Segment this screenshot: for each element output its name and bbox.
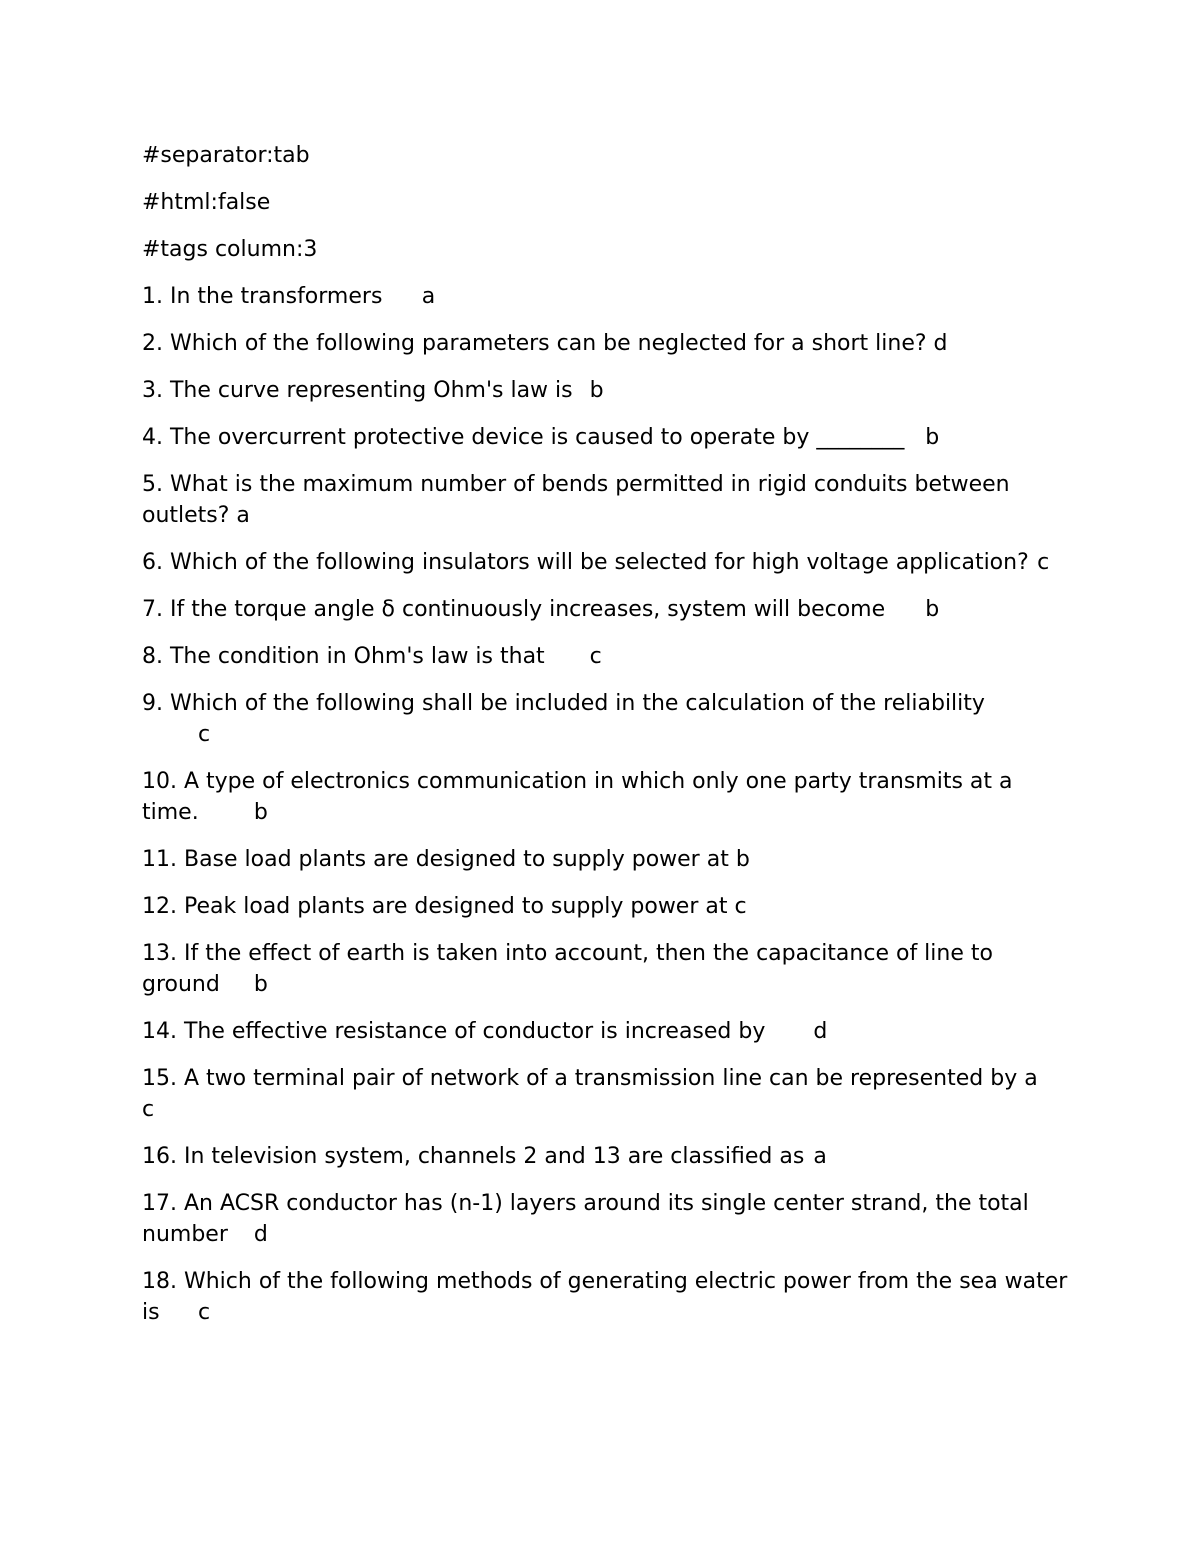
question-9: 9. Which of the following shall be included in the calculation of the reliability c [142,691,985,747]
question-2: 2. Which of the following parameters can be neglected for a short line? d [142,331,948,356]
question-11: 11. Base load plants are designed to supply power at b [142,847,750,872]
question-17: 17. An ACSR conductor has (n-1) layers around its single center strand, the total number d [142,1191,1036,1247]
question-3: 3. The curve representing Ohm's law is b [142,378,604,403]
question-7: 7. If the torque angle δ continuously increases, system will become b [142,597,940,622]
question-6: 6. Which of the following insulators will be selected for high voltage application? c [142,550,1050,575]
question-1: 1. In the transformers a [142,284,436,309]
header-line-separator: #separator:tab [142,143,310,168]
header-line-html: #html:false [142,190,271,215]
question-18: 18. Which of the following methods of generating electric power from the sea water is c [142,1269,1075,1325]
question-4: 4. The overcurrent protective device is caused to operate by ________ b [142,425,940,450]
question-15: 15. A two terminal pair of network of a transmission line can be represented by a c [142,1066,1094,1122]
document-body [142,140,1094,1344]
question-5: 5. What is the maximum number of bends permitted in rigid conduits between outlets? a [142,472,1017,528]
question-10: 10. A type of electronics communication in which only one party transmits at a time. b [142,769,1020,825]
question-16: 16. In television system, channels 2 and 13 are classified as a [142,1144,827,1169]
question-13: 13. If the effect of earth is taken into account, then the capacitance of line to ground b [142,941,1000,997]
question-12: 12. Peak load plants are designed to supply power at c [142,894,747,919]
question-14: 14. The effective resistance of conductor is increased by d [142,1019,828,1044]
header-line-tags: #tags column:3 [142,237,318,262]
question-8: 8. The condition in Ohm's law is that c [142,644,602,669]
